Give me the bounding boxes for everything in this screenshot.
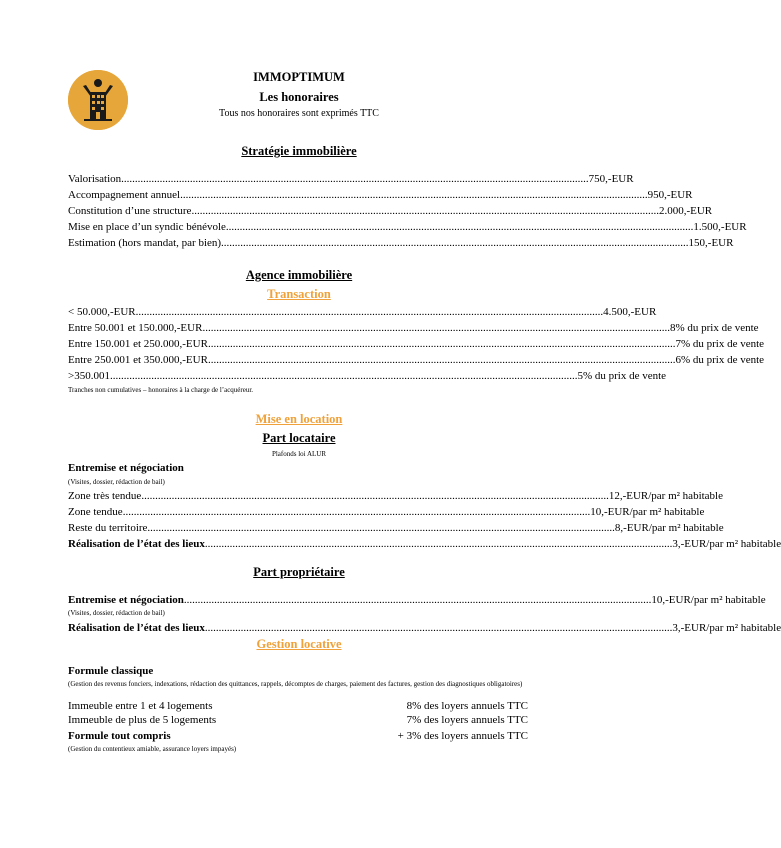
transaction-row [68,369,667,383]
row-value: 5% du prix de vente [577,370,667,382]
formule-classique-note: (Gestion des revenus fonciers, indexations, rédaction des quittances, rappels, décomptes de charges, paiement des factures, gestion des diagnostiques obligatoires) [68,680,523,688]
row-value: 3,-EUR/par m² habitable [672,622,781,634]
leader-dots: .......................................................................................................................................................................... [191,205,659,217]
row-value: 750,-EUR [588,173,634,185]
row-label: Reste du territoire [68,522,148,534]
leader-dots: .......................................................................................................................................................................... [122,506,591,518]
leader-dots: .......................................................................................................................................................................... [109,370,578,382]
row-label: < 50.000,-EUR [68,306,136,318]
row-label: Entremise et négociation [68,594,184,606]
leader-dots: .......................................................................................................................................................................... [183,594,652,606]
locataire-row [68,537,781,551]
strategie-row [68,204,713,218]
row-label: Valorisation [68,173,122,185]
strategie-row [68,188,693,202]
subsection-title-transaction: Transaction [267,287,331,301]
strategie-row [68,220,747,234]
leader-dots: .......................................................................................................................................................................... [135,306,604,318]
locataire-row [68,505,705,519]
leader-dots: .......................................................................................................................................................................... [207,338,676,350]
row-value: 2.000,-EUR [658,205,713,217]
transaction-row [68,353,765,367]
row-value: 8,-EUR/par m² habitable [614,522,724,534]
gestion-row-label: Immeuble de plus de 5 logements [68,714,217,726]
row-label: Constitution d’une structure [68,205,192,217]
locataire-row [68,521,724,535]
strategie-row [68,236,734,250]
ttc-note: Tous nos honoraires sont exprimés TTC [219,108,379,119]
gestion-row-value: 7% des loyers annuels TTC [406,714,528,726]
leader-dots: .......................................................................................................................................................................... [202,322,670,334]
row-value: 4.500,-EUR [603,306,657,318]
section-title-location: Mise en location [255,412,343,426]
transaction-row [68,305,657,319]
subsection-title-proprietaire: Part propriétaire [253,565,345,579]
formule-tout-compris-note: (Gestion du contentieux amiable, assurance loyers impayés) [68,745,237,753]
gestion-row-value: 8% des loyers annuels TTC [406,700,528,712]
row-label: Zone très tendue [68,490,142,502]
row-label: Zone tendue [68,506,123,518]
formule-classique-title: Formule classique [68,665,154,677]
section-title-agence: Agence immobilière [245,268,353,282]
alur-note: Plafonds loi ALUR [271,450,327,458]
row-label: Réalisation de l’état des lieux [68,538,205,550]
row-value: 1.500,-EUR [693,221,747,233]
leader-dots: .......................................................................................................................................................................... [204,538,673,550]
leader-dots: .......................................................................................................................................................................... [147,522,615,534]
row-value: 950,-EUR [647,189,693,201]
row-label: Entre 250.001 et 350.000,-EUR [68,354,208,366]
prop-entremise-note: (Visites, dossier, rédaction de bail) [68,609,165,617]
leader-dots: .......................................................................................................................................................................... [207,354,676,366]
section-title-gestion: Gestion locative [256,637,342,651]
strategie-row [68,172,634,186]
section-title-strategie: Stratégie immobilière [241,144,357,158]
locataire-row [68,489,723,503]
leader-dots: .......................................................................................................................................................................... [204,622,673,634]
subsection-title-locataire: Part locataire [262,431,336,445]
entremise-note: (Visites, dossier, rédaction de bail) [68,478,165,486]
leader-dots: .......................................................................................................................................................................... [225,221,694,233]
transaction-note: Tranches non cumulatives – honoraires à la charge de l’acquéreur. [68,386,254,394]
row-value: 10,-EUR/par m² habitable [590,506,705,518]
row-value: 6% du prix de vente [675,354,765,366]
row-label: >350.001 [68,370,110,382]
row-value: 10,-EUR/par m² habitable [651,594,766,606]
row-value: 8% du prix de vente [669,322,759,334]
row-label: Mise en place d’un syndic bénévole [68,221,226,233]
row-label: Estimation (hors mandat, par bien) [68,237,222,249]
leader-dots: .......................................................................................................................................................................... [141,490,609,502]
row-label: Accompagnement annuel [68,189,181,201]
proprietaire-row [68,621,781,635]
gestion-row-label: Immeuble entre 1 et 4 logements [68,700,213,712]
row-value: 3,-EUR/par m² habitable [672,538,781,550]
row-value: 150,-EUR [688,237,734,249]
formule-tout-compris-title: Formule tout compris [68,730,171,742]
leader-dots: .......................................................................................................................................................................... [221,237,689,249]
transaction-row [68,337,765,351]
entremise-title: Entremise et négociation [68,462,184,474]
formule-tout-compris-value: + 3% des loyers annuels TTC [397,730,528,742]
row-label: Entre 150.001 et 250.000,-EUR [68,338,208,350]
transaction-row [68,321,759,335]
row-value: 12,-EUR/par m² habitable [608,490,723,502]
company-name: IMMOPTIMUM [253,70,345,84]
leader-dots: .......................................................................................................................................................................... [180,189,648,201]
proprietaire-row [68,593,766,607]
page-subtitle: Les honoraires [259,90,339,104]
leader-dots: .......................................................................................................................................................................... [121,173,589,185]
row-value: 7% du prix de vente [675,338,765,350]
row-label: Entre 50.001 et 150.000,-EUR [68,322,203,334]
row-label: Réalisation de l’état des lieux [68,622,205,634]
